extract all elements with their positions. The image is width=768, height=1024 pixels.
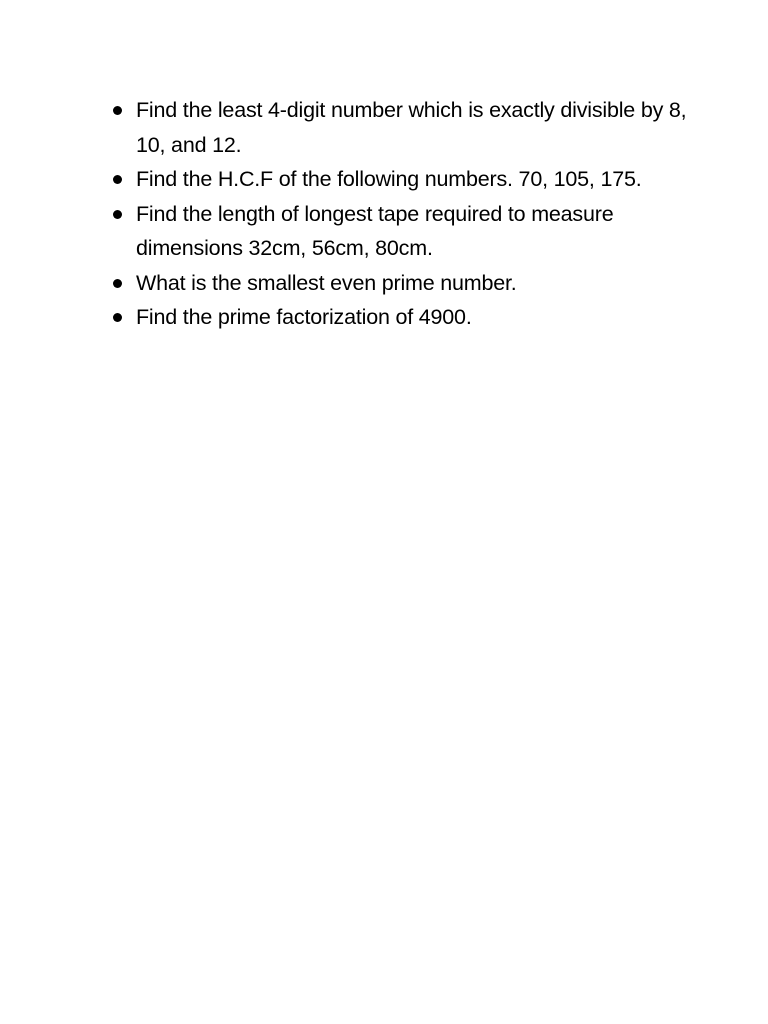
bullet-icon (113, 106, 122, 115)
bullet-icon (113, 313, 122, 322)
question-item-2 (110, 162, 690, 197)
question-item-1 (110, 93, 690, 162)
bullet-icon (113, 210, 122, 219)
question-item-3 (110, 197, 690, 266)
question-text-5: Find the prime factorization of 4900. (136, 305, 472, 329)
question-item-5 (110, 300, 690, 335)
question-text-2: Find the H.C.F of the following numbers. 70, 105, 175. (136, 167, 642, 191)
question-item-4 (110, 266, 690, 301)
bullet-icon (113, 175, 122, 184)
question-text-1: Find the least 4-digit number which is exactly divisible by 8, 10, and 12. (136, 98, 687, 157)
question-list (110, 93, 690, 335)
bullet-icon (113, 279, 122, 288)
question-text-3: Find the length of longest tape required to measure dimensions 32cm, 56cm, 80cm. (136, 201, 614, 260)
question-text-4: What is the smallest even prime number. (136, 270, 517, 295)
